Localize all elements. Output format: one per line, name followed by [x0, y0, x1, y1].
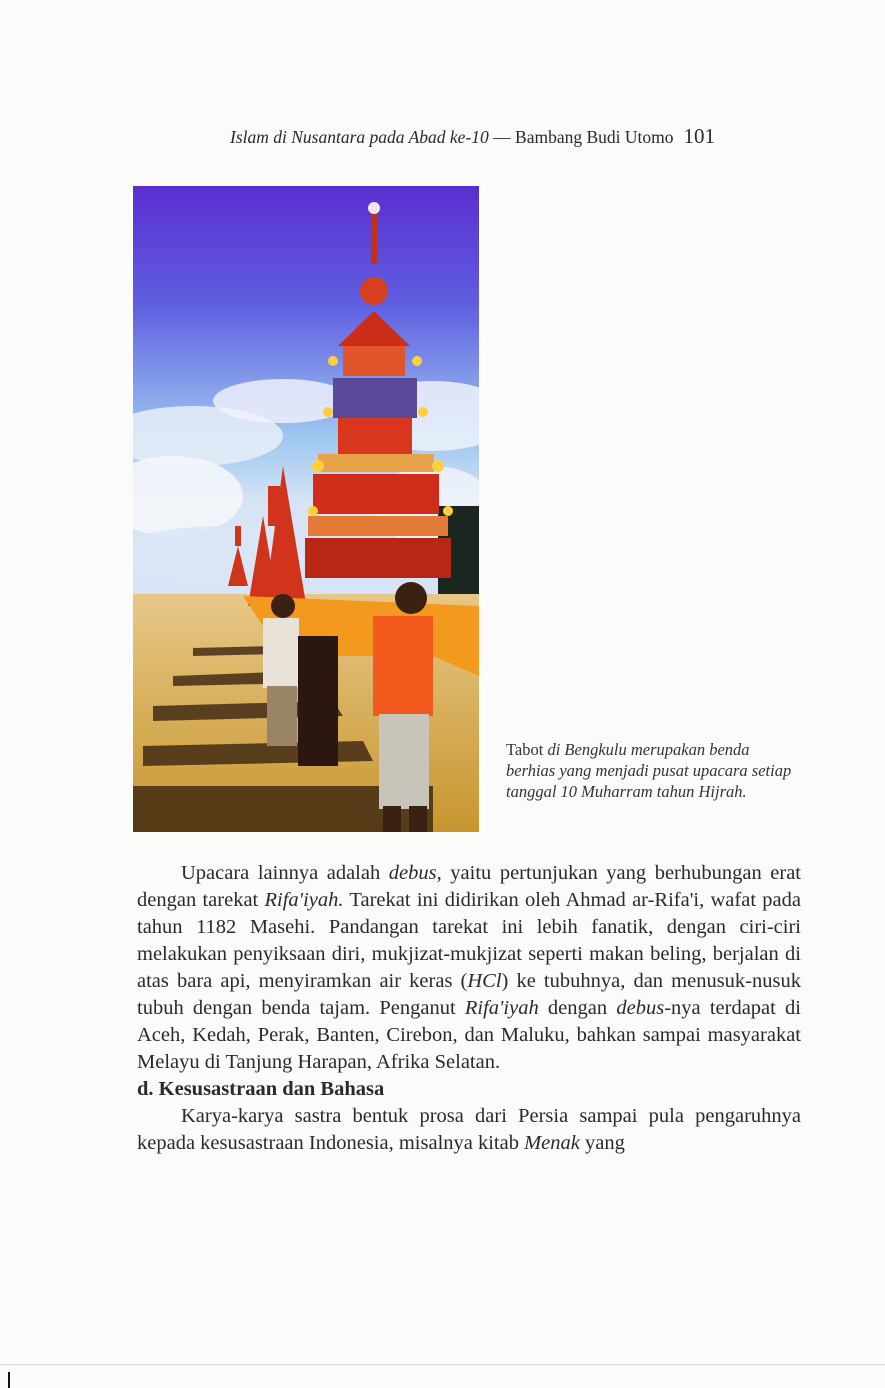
text-run: Karya-karya sastra bentuk prosa dari Persia sampai pula pengaruhnya kepada kesusastraan Indonesia, misalnya kitab [137, 1105, 801, 1154]
section-heading: d. Kesusastraan dan Bahasa [137, 1078, 385, 1100]
caption-text: di Bengkulu merupakan benda berhias yang menjadi pusat upacara setiap tanggal 10 Muharram tahun Hijrah. [506, 740, 792, 801]
header-title: Islam di Nusantara pada Abad ke-10 [230, 127, 489, 147]
caption-lead: Tabot [506, 740, 544, 759]
italic-term: Menak [524, 1132, 580, 1154]
header-separator: — [488, 127, 516, 147]
header-author: Bambang Budi Utomo [515, 127, 674, 147]
italic-term: Rifa'iyah [464, 997, 539, 1019]
italic-term: HCl [467, 970, 502, 992]
scan-mark [8, 1372, 10, 1388]
tabot-photo-image [133, 186, 479, 832]
paragraph-sastra [137, 1103, 801, 1157]
italic-term: debus [616, 997, 665, 1019]
tabot-photo [133, 186, 479, 832]
italic-term: Rifa'iyah. [264, 889, 344, 911]
text-run: ) ke tubuhnya, dan menusuk-nusuk tubuh dengan benda tajam. Penganut [137, 970, 801, 1019]
running-header [230, 124, 796, 149]
italic-term: debus [388, 862, 437, 884]
text-run: Upacara lainnya adalah [181, 862, 389, 884]
body-text [137, 860, 801, 1157]
page-number: 101 [683, 124, 715, 148]
figure-caption [506, 739, 796, 802]
text-run: yang [579, 1132, 625, 1154]
text-run: Tarekat ini didirikan oleh Ahmad ar-Rifa'i, wafat pada tahun 1182 Masehi. Pandangan tarekat ini lebih fanatik, dengan ciri-ciri melakukan penyiksaan diri, mukjizat-mukjizat seperti makan beling, berjalan di atas bara api, menyiramkan air keras ( [137, 889, 801, 992]
text-run: dengan [538, 997, 617, 1019]
text-run: -nya terdapat di Aceh, Kedah, Perak, Banten, Cirebon, dan Maluku, bahkan sampai masyarakat Melayu di Tanjung Harapan, Afrika Selatan. [137, 997, 802, 1073]
text-run: , yaitu pertunjukan yang berhubungan erat dengan tarekat [137, 862, 802, 911]
paragraph-debus [137, 860, 801, 1076]
page-edge-line [0, 1364, 885, 1365]
